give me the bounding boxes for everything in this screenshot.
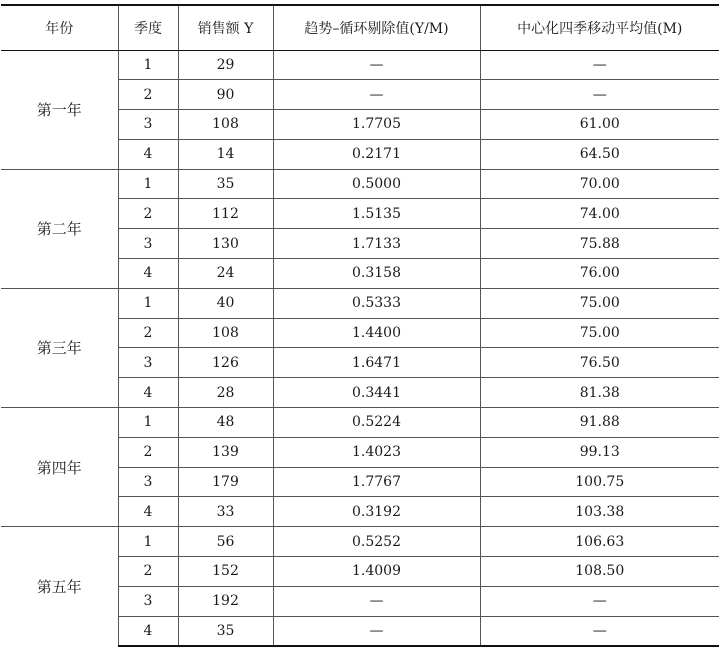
quarter-cell: 1 [118, 50, 178, 80]
quarter-cell: 1 [118, 288, 178, 318]
header-quarter: 季度 [118, 5, 178, 50]
quarter-cell: 4 [118, 497, 178, 527]
sales-cell: 35 [178, 616, 273, 646]
ratio-cell: 0.3441 [273, 378, 480, 408]
moving-average-cell: 70.00 [480, 169, 719, 199]
header-moving-average: 中心化四季移动平均值(M) [480, 5, 719, 50]
quarter-cell: 2 [118, 80, 178, 110]
ratio-cell: 0.5000 [273, 169, 480, 199]
moving-average-cell: 61.00 [480, 110, 719, 140]
sales-cell: 33 [178, 497, 273, 527]
year-cell: 第一年 [1, 50, 118, 169]
sales-cell: 29 [178, 50, 273, 80]
sales-cell: 48 [178, 408, 273, 438]
header-sales: 销售额 Y [178, 5, 273, 50]
year-cell: 第三年 [1, 288, 118, 407]
moving-average-cell: 75.00 [480, 318, 719, 348]
ratio-cell: — [273, 616, 480, 646]
quarter-cell: 1 [118, 169, 178, 199]
moving-average-cell: — [480, 586, 719, 616]
moving-average-cell: 75.88 [480, 229, 719, 259]
ratio-cell: 1.4023 [273, 437, 480, 467]
sales-cell: 28 [178, 378, 273, 408]
moving-average-cell: — [480, 50, 719, 80]
sales-cell: 90 [178, 80, 273, 110]
ratio-cell: 0.5224 [273, 408, 480, 438]
sales-cell: 24 [178, 259, 273, 289]
quarter-cell: 2 [118, 318, 178, 348]
moving-average-cell: 81.38 [480, 378, 719, 408]
ratio-cell: 1.5135 [273, 199, 480, 229]
quarter-cell: 2 [118, 199, 178, 229]
quarter-cell: 2 [118, 557, 178, 587]
ratio-cell: — [273, 80, 480, 110]
moving-average-cell: — [480, 616, 719, 646]
quarter-cell: 3 [118, 110, 178, 140]
year-cell: 第二年 [1, 169, 118, 288]
moving-average-cell: 100.75 [480, 467, 719, 497]
moving-average-cell: 103.38 [480, 497, 719, 527]
ratio-cell: — [273, 50, 480, 80]
quarter-cell: 4 [118, 139, 178, 169]
quarter-cell: 3 [118, 467, 178, 497]
moving-average-cell: 99.13 [480, 437, 719, 467]
table-row [1, 288, 719, 318]
moving-average-cell: — [480, 80, 719, 110]
quarter-cell: 3 [118, 586, 178, 616]
ratio-cell: 1.4009 [273, 557, 480, 587]
ratio-cell: 0.5333 [273, 288, 480, 318]
sales-cell: 139 [178, 437, 273, 467]
sales-cell: 112 [178, 199, 273, 229]
quarter-cell: 1 [118, 408, 178, 438]
table-row [1, 408, 719, 438]
sales-cell: 14 [178, 139, 273, 169]
year-cell: 第五年 [1, 527, 118, 646]
sales-cell: 152 [178, 557, 273, 587]
ratio-cell: 0.5252 [273, 527, 480, 557]
ratio-cell: 0.2171 [273, 139, 480, 169]
ratio-cell: 1.7133 [273, 229, 480, 259]
moving-average-cell: 76.50 [480, 348, 719, 378]
sales-cell: 40 [178, 288, 273, 318]
sales-cell: 126 [178, 348, 273, 378]
ratio-cell: 1.6471 [273, 348, 480, 378]
sales-cell: 56 [178, 527, 273, 557]
quarter-cell: 3 [118, 348, 178, 378]
quarter-cell: 4 [118, 616, 178, 646]
sales-cell: 130 [178, 229, 273, 259]
table-body [1, 50, 719, 646]
ratio-cell: 1.4400 [273, 318, 480, 348]
sales-cell: 35 [178, 169, 273, 199]
ratio-cell: 1.7705 [273, 110, 480, 140]
ratio-cell: 1.7767 [273, 467, 480, 497]
quarter-cell: 4 [118, 259, 178, 289]
table-row [1, 50, 719, 80]
moving-average-cell: 75.00 [480, 288, 719, 318]
quarter-cell: 1 [118, 527, 178, 557]
moving-average-cell: 91.88 [480, 408, 719, 438]
header-row [1, 5, 719, 50]
header-year: 年份 [1, 5, 118, 50]
moving-average-cell: 76.00 [480, 259, 719, 289]
sales-cell: 179 [178, 467, 273, 497]
quarter-cell: 3 [118, 229, 178, 259]
quarter-cell: 2 [118, 437, 178, 467]
quarter-cell: 4 [118, 378, 178, 408]
sales-cell: 108 [178, 110, 273, 140]
sales-cell: 108 [178, 318, 273, 348]
year-cell: 第四年 [1, 408, 118, 527]
ratio-cell: 0.3192 [273, 497, 480, 527]
sales-cell: 192 [178, 586, 273, 616]
moving-average-cell: 108.50 [480, 557, 719, 587]
header-ratio: 趋势–循环剔除值(Y/M) [273, 5, 480, 50]
moving-average-cell: 64.50 [480, 139, 719, 169]
moving-average-cell: 106.63 [480, 527, 719, 557]
ratio-cell: — [273, 586, 480, 616]
moving-average-cell: 74.00 [480, 199, 719, 229]
ratio-cell: 0.3158 [273, 259, 480, 289]
seasonal-index-table [1, 4, 719, 647]
table-row [1, 169, 719, 199]
table-row [1, 527, 719, 557]
